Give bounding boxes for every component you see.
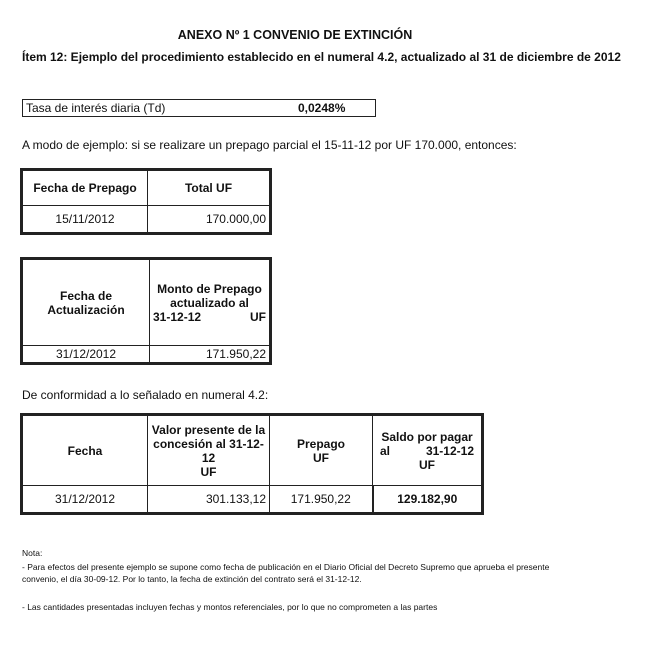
header-total-uf: Total UF bbox=[148, 171, 270, 206]
header-valor-text: Valor presente de la concesión al 31-12-12 bbox=[151, 422, 266, 465]
header-saldo-unit: UF bbox=[419, 457, 435, 472]
cell-date: 31/12/2012 bbox=[23, 346, 150, 363]
rate-value: 0,0248% bbox=[298, 101, 346, 115]
cell-amount: 170.000,00 bbox=[148, 206, 270, 233]
header-fecha-prepago: Fecha de Prepago bbox=[23, 171, 148, 206]
cell-balance: 129.182,90 bbox=[373, 486, 482, 513]
header-monto-prepago bbox=[150, 260, 270, 346]
rate-label: Tasa de interés diaria (Td) bbox=[26, 101, 166, 115]
header-fecha-actualizacion: Fecha de Actualización bbox=[23, 260, 150, 346]
balance-table bbox=[22, 415, 482, 513]
header-prepago-unit: UF bbox=[313, 450, 329, 465]
cell-date: 31/12/2012 bbox=[23, 486, 148, 513]
conformity-text: De conformidad a lo señalado en numeral 4.2: bbox=[22, 388, 269, 402]
rate-box bbox=[22, 99, 376, 117]
updated-prepayment-table bbox=[22, 259, 270, 363]
intro-text: A modo de ejemplo: si se realizare un prepago parcial el 15-11-12 por UF 170.000, entonces: bbox=[22, 138, 517, 152]
header-saldo-date: 31-12-12 bbox=[425, 443, 474, 458]
header-monto-date: 31-12-12 bbox=[153, 309, 202, 324]
item-heading: Ítem 12: Ejemplo del procedimiento establecido en el numeral 4.2, actualizado al 31 de diciembre de 2012 bbox=[22, 50, 621, 64]
header-saldo-al: al bbox=[380, 443, 391, 458]
header-valor-presente bbox=[148, 416, 270, 486]
prepayment-table bbox=[22, 170, 270, 233]
header-saldo-text: Saldo por pagar bbox=[381, 429, 473, 444]
cell-date: 15/11/2012 bbox=[23, 206, 148, 233]
cell-prepayment: 171.950,22 bbox=[270, 486, 373, 513]
header-monto-unit: UF bbox=[250, 309, 266, 324]
cell-present-value: 301.133,12 bbox=[148, 486, 270, 513]
document-title: ANEXO Nº 1 CONVENIO DE EXTINCIÓN bbox=[177, 28, 413, 42]
header-prepago-text: Prepago bbox=[296, 436, 345, 451]
header-valor-unit: UF bbox=[200, 464, 217, 479]
header-monto-line: Monto de Prepago actualizado al bbox=[157, 281, 262, 310]
header-prepago bbox=[270, 416, 373, 486]
note-item: - Las cantidades presentadas incluyen fechas y montos referenciales, por lo que no comprometen a las partes bbox=[22, 602, 438, 612]
cell-amount: 171.950,22 bbox=[150, 346, 270, 363]
note-item: - Para efectos del presente ejemplo se supone como fecha de publicación en el Diario Oficial del Decreto Supremo que aprueba el presente convenio, el día 30-09-12. Por lo tanto, la fecha de extinción del contrato será el 31-12-12. bbox=[22, 562, 550, 584]
header-saldo bbox=[373, 416, 482, 486]
notes-label: Nota: bbox=[22, 548, 43, 558]
header-fecha: Fecha bbox=[23, 416, 148, 486]
